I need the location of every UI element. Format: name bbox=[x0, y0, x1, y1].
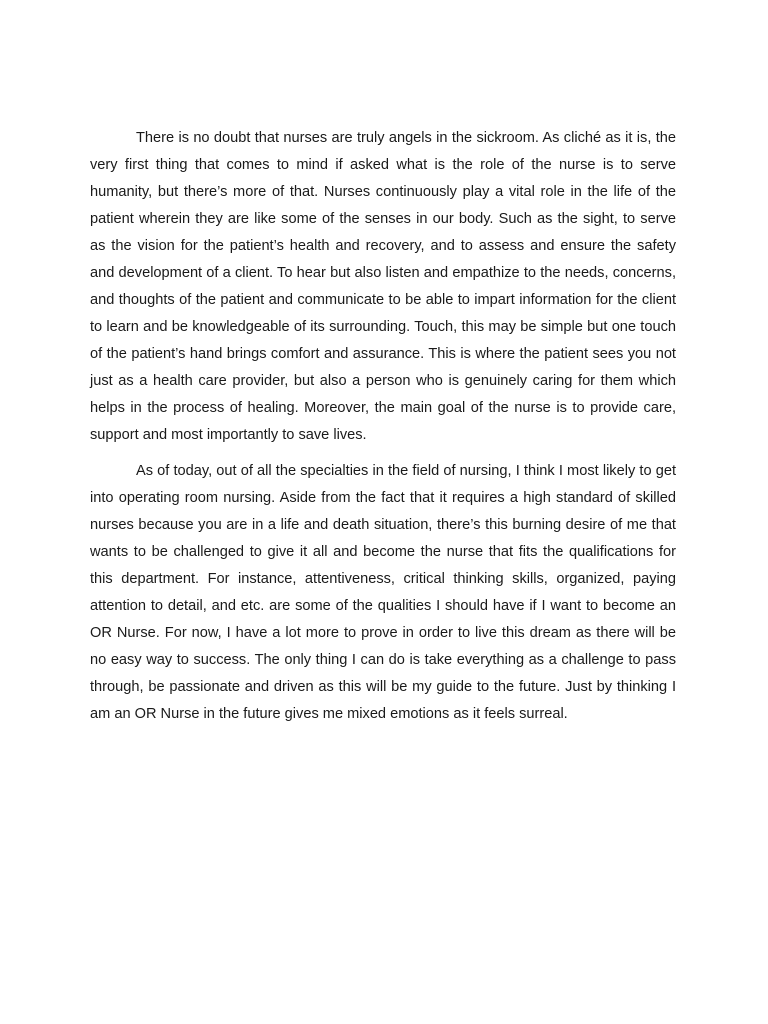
document-body bbox=[90, 125, 676, 737]
paragraph-1: There is no doubt that nurses are truly angels in the sickroom. As cliché as it is, the very first thing that comes to mind if asked what is the role of the nurse is to serve humanity, but there’s more of that. Nurses continuously play a vital role in the life of the patient wherein they are like some of the senses in our body. Such as the sight, to serve as the vision for the patient’s health and recovery, and to assess and ensure the safety and development of a client. To hear but also listen and empathize to the needs, concerns, and thoughts of the patient and communicate to be able to impart information for the client to learn and be knowledgeable of its surrounding. Touch, this may be simple but one touch of the patient’s hand brings comfort and assurance. This is where the patient sees you not just as a health care provider, but also a person who is genuinely caring for them which helps in the process of healing. Moreover, the main goal of the nurse is to provide care, support and most importantly to save lives. bbox=[90, 130, 676, 443]
paragraph-2: As of today, out of all the specialties in the field of nursing, I think I most likely to get into operating room nursing. Aside from the fact that it requires a high standard of skilled nurses because you are in a life and death situation, there’s this burning desire of me that wants to be challenged to give it all and become the nurse that fits the qualifications for this department. For instance, attentiveness, critical thinking skills, organized, paying attention to detail, and etc. are some of the qualities I should have if I want to become an OR Nurse. For now, I have a lot more to prove in order to live this dream as there will be no easy way to success. The only thing I can do is take everything as a challenge to pass through, be passionate and driven as this will be my guide to the future. Just by thinking I am an OR Nurse in the future gives me mixed emotions as it feels surreal. bbox=[90, 463, 676, 722]
